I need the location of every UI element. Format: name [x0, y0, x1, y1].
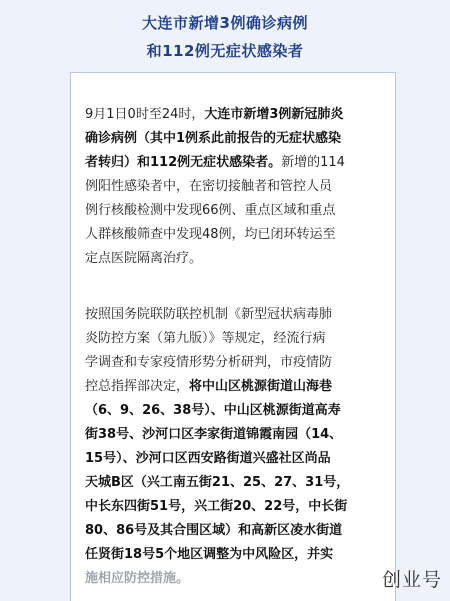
p1-run-2: 新增的114 例阳性感染者中，在密切接触者和管控人员 例行核酸检测中发现66例、重点区域和重点 人群核酸筛查中发现48例，均已闭环转运至 定点医院隔离治疗。	[85, 155, 345, 266]
paragraph-1	[85, 79, 391, 271]
p2-run-2: 施相应防控措施。	[85, 571, 190, 586]
title-line-1: 大连市新增3例确诊病例	[142, 14, 308, 32]
p1-run-1: 大连市新增3例新冠肺炎 确诊病例（其中1例系此前报告的无症状感染 者转归）和112例无症状感染者。	[85, 107, 344, 170]
p2-run-0: 按照国务院联防联控机制《新型冠状病毒肺 炎防控方案（第九版）》等规定，经流行病 学调查和专家疫情形势分析研判，市疫情防 控总指挥部决定，	[85, 307, 333, 394]
article-card	[70, 72, 396, 601]
title-line-2: 和112例无症状感染者	[146, 42, 304, 60]
paragraph-2	[85, 279, 391, 591]
article-title	[0, 0, 450, 70]
p1-run-0: 9月1日0时至24时，	[85, 107, 205, 122]
watermark-logo: 创业号	[381, 569, 442, 591]
p2-run-1: 将中山区桃源街道山海巷 （6、9、26、38号）、中山区桃源街道高寿 街38号、沙河口区李家街道锦霞南园（14、 15号）、沙河口区西安路街道兴盛社区尚品 天城B区（兴工南五街21、25、27、31号， 中长东四街51号，兴工街20、22号，中长街 80、86号及其合围区域）和高新区凌水街道 任贤街18号5个地区调整为中风险区，并实	[85, 379, 350, 562]
